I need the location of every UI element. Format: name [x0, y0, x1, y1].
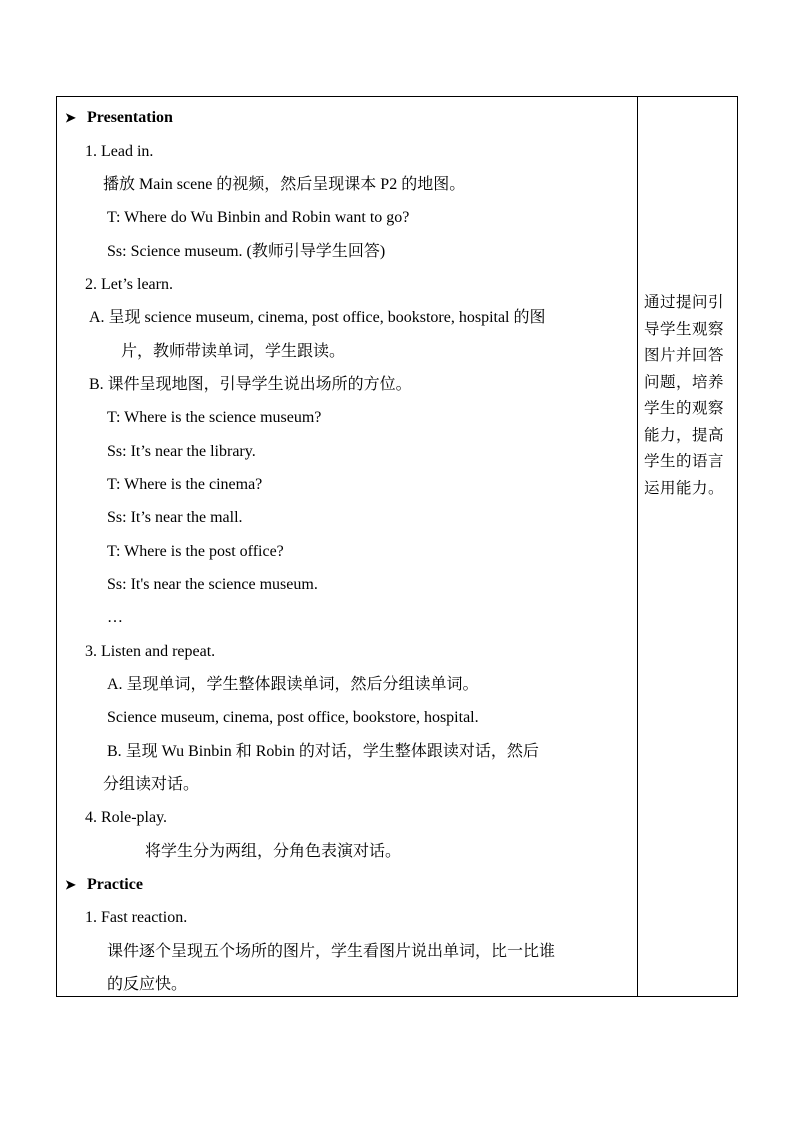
design-intent-column	[638, 97, 737, 996]
design-intent-note: 通过提问引导学生观察图片并回答问题，培养学生的观察能力，提高学生的语言运用能力。	[644, 293, 725, 497]
section-item: 1. Fast reaction.	[85, 909, 188, 926]
ellipsis-line: …	[107, 609, 123, 626]
arrow-bullet-icon: ➤	[65, 877, 76, 892]
practice-heading: ➤ Practice	[65, 876, 143, 893]
dialogue-line: T: Where is the cinema?	[107, 476, 263, 493]
section-item: 4. Role-play.	[85, 809, 168, 826]
body-line: 片，教师带读单词，学生跟读。	[121, 343, 346, 360]
dialogue-line: Ss: It’s near the mall.	[107, 509, 243, 526]
body-line: 分组读对话。	[103, 776, 200, 793]
dialogue-line: T: Where is the post office?	[107, 543, 284, 560]
body-line: A. 呈现单词，学生整体跟读单词，然后分组读单词。	[107, 676, 479, 693]
body-line: A. 呈现 science museum, cinema, post office, bookstore, hospital 的图	[89, 309, 546, 326]
lesson-plan-table	[56, 96, 738, 997]
dialogue-line: T: Where do Wu Binbin and Robin want to go?	[107, 209, 410, 226]
section-item: 3. Listen and repeat.	[85, 643, 216, 660]
body-line: 的反应快。	[107, 976, 188, 993]
section-item: 1. Lead in.	[85, 143, 154, 160]
dialogue-line: Ss: It's near the science museum.	[107, 576, 318, 593]
procedure-column	[57, 97, 638, 996]
body-line: 播放 Main scene 的视频，然后呈现课本 P2 的地图。	[103, 176, 466, 193]
body-line: B. 课件呈现地图，引导学生说出场所的方位。	[89, 376, 412, 393]
arrow-bullet-icon: ➤	[65, 110, 76, 125]
section-item: 2. Let’s learn.	[85, 276, 173, 293]
body-line: 课件逐个呈现五个场所的图片，学生看图片说出单词，比一比谁	[107, 943, 556, 960]
dialogue-line: Ss: Science museum. (教师引导学生回答)	[107, 243, 386, 260]
body-line: B. 呈现 Wu Binbin 和 Robin 的对话，学生整体跟读对话，然后	[107, 743, 539, 760]
body-line: Science museum, cinema, post office, bookstore, hospital.	[107, 709, 479, 726]
body-line: 将学生分为两组，分角色表演对话。	[145, 843, 402, 860]
presentation-heading: ➤ Presentation	[65, 109, 173, 126]
dialogue-line: Ss: It’s near the library.	[107, 443, 256, 460]
dialogue-line: T: Where is the science museum?	[107, 409, 322, 426]
